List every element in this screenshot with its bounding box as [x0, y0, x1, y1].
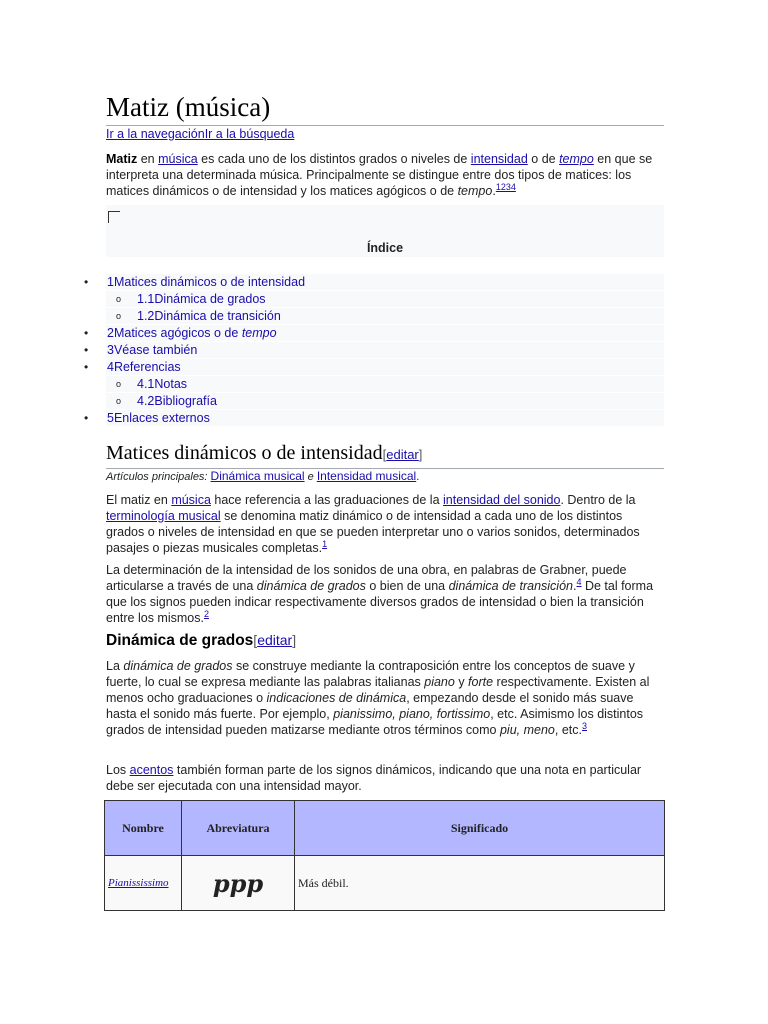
para-text: El matiz en — [106, 493, 172, 507]
para-em: forte — [468, 675, 494, 689]
para-text: , empezando desde el sonido más suave hasta el sonido más fuerte. Por ejemplo, — [106, 691, 634, 721]
para-text: hace referencia a las graduaciones de la — [210, 493, 443, 507]
para-text: , etc. — [554, 723, 582, 737]
toc-item[interactable] — [84, 410, 664, 426]
jump-search-link[interactable]: Ir a la búsqueda — [204, 127, 295, 141]
link-terminologia-musical[interactable]: terminología musical — [106, 509, 221, 523]
toc-item[interactable] — [84, 342, 664, 358]
para-em: dinámica de grados — [123, 659, 233, 673]
para-text: se denomina matiz dinámico o de intensidad a cada uno de los distintos grados o niveles de intensidad en que se pueden interpretar uno o varios sonidos, determinados pasajes o piezas musicales completas. — [106, 509, 640, 555]
ref-link[interactable]: 3 — [581, 720, 587, 731]
toc-item-label[interactable]: Notas — [154, 377, 188, 391]
section11-paragraph-1 — [106, 658, 662, 738]
meaning-cell: Más débil. — [295, 856, 665, 911]
toc-bullet: o — [116, 379, 122, 389]
toc-bullet: o — [116, 294, 122, 304]
toc-item-label[interactable]: Matices dinámicos o de intensidad — [113, 275, 306, 289]
edit-subsection-link[interactable] — [253, 632, 296, 648]
subsection-heading-text: Dinámica de grados — [106, 632, 254, 649]
toc-title: Índice — [366, 241, 404, 255]
link-tempo[interactable]: tempo — [559, 152, 594, 166]
link-pianississimo[interactable]: Pianississimo — [108, 877, 169, 889]
hatnote-and: e — [304, 471, 317, 483]
toc-item-number[interactable]: 4.2 — [137, 394, 155, 408]
ref-link[interactable]: 4 — [576, 576, 582, 587]
intro-text: en — [137, 152, 159, 166]
section1-paragraph-2 — [106, 562, 662, 626]
toc-item-number[interactable]: 1.2 — [137, 309, 155, 323]
intro-refs[interactable]: 1234 — [495, 181, 516, 192]
intro-text: o de — [527, 152, 560, 166]
toc-item-label[interactable]: Matices agógicos o de — [113, 326, 242, 340]
section1-paragraph-1 — [106, 492, 662, 556]
para-text: o bien de una — [365, 579, 449, 593]
para-text: también forman parte de los signos dinámicos, indicando que una nota en particular debe ser ejecutada con una intensidad mayor. — [106, 763, 642, 793]
section-heading-text: Matices dinámicos o de intensidad — [106, 442, 383, 464]
link-musica-2[interactable]: música — [171, 493, 211, 507]
para-em: piu, meno — [499, 723, 555, 737]
edit-bracket: [ — [382, 447, 387, 462]
para-em: indicaciones de dinámica — [266, 691, 407, 705]
toc-bullet: • — [84, 326, 89, 340]
toc-item-number[interactable]: 4 — [107, 360, 114, 374]
toc-item-label[interactable]: Dinámica de transición — [154, 309, 281, 323]
toc-item[interactable] — [84, 359, 664, 375]
table-header-nombre: Nombre — [105, 801, 182, 856]
jump-links — [106, 127, 294, 141]
intro-text: es cada uno de los distintos grados o niveles de — [197, 152, 471, 166]
para-text: Los — [106, 763, 130, 777]
table-header-abreviatura: Abreviatura — [182, 801, 295, 856]
intro-bold-term: Matiz — [106, 152, 138, 166]
ref-link[interactable]: 2 — [203, 608, 209, 619]
edit-section-link[interactable] — [383, 447, 423, 462]
edit-label[interactable]: editar — [257, 632, 293, 648]
section-heading-matices-dinamicos — [106, 440, 664, 469]
toc-bullet: • — [84, 360, 89, 374]
para-text: respectivamente. Existen al menos ocho graduaciones o — [106, 675, 650, 705]
dynamics-table — [104, 800, 665, 911]
toc-item-label[interactable]: Véase también — [113, 343, 198, 357]
table-row — [105, 856, 665, 911]
para-em: dinámica de grados — [256, 579, 366, 593]
toc-item[interactable] — [106, 291, 664, 307]
toc-toggle-checkbox[interactable] — [108, 211, 120, 223]
edit-bracket: ] — [292, 632, 297, 648]
para-em: dinámica de transición — [448, 579, 573, 593]
link-musica[interactable]: música — [158, 152, 198, 166]
toc-item-number[interactable]: 3 — [107, 343, 114, 357]
abbreviation-cell: ppp — [182, 856, 295, 911]
jump-nav-link[interactable]: Ir a la navegación — [106, 127, 205, 141]
toc-bullet: • — [84, 343, 89, 357]
toc-item-number[interactable]: 2 — [107, 326, 114, 340]
link-dinamica-musical[interactable]: Dinámica musical — [210, 469, 305, 483]
toc-item-label[interactable]: Dinámica de grados — [154, 292, 266, 306]
para-em: pianissimo, piano, fortissimo — [333, 707, 491, 721]
hatnote-end: . — [416, 471, 420, 483]
para-text: , etc. Asimismo los distintos grados de intensidad pueden matizarse mediante otros términos como — [106, 707, 644, 737]
toc-item-label[interactable]: Enlaces externos — [113, 411, 210, 425]
table-header-row — [105, 801, 665, 856]
edit-bracket: ] — [418, 447, 423, 462]
toc-bullet: o — [116, 396, 122, 406]
para-text: se construye mediante la contraposición entre los conceptos de suave y fuerte, lo cual se expresa mediante las palabras italianas — [106, 659, 635, 689]
para-em: piano — [424, 675, 455, 689]
edit-bracket: [ — [253, 632, 258, 648]
link-intensidad-sonido[interactable]: intensidad del sonido — [443, 493, 561, 507]
toc-item-number[interactable]: 1 — [107, 275, 114, 289]
toc-item-number[interactable]: 1.1 — [137, 292, 155, 306]
toc-bullet: o — [116, 311, 122, 321]
para-text: De tal forma que los signos pueden indicar respectivamente diversos grados de intensidad o bien la transición entre los mismos. — [106, 579, 654, 625]
link-intensidad-musical[interactable]: Intensidad musical — [316, 469, 417, 483]
subsection-heading-dinamica-grados — [106, 632, 296, 650]
toc-bullet: • — [84, 411, 89, 425]
link-acentos[interactable]: acentos — [129, 763, 174, 777]
intro-text: en que se interpreta una determinada música. Principalmente se distingue entre dos tipos de matices: los matices dinámicos o de intensidad y los matices agógicos o de — [106, 152, 653, 198]
toc-item[interactable] — [106, 393, 664, 409]
hatnote — [106, 469, 419, 483]
edit-label[interactable]: editar — [386, 447, 419, 462]
toc-bullet: • — [84, 275, 89, 289]
toc-item[interactable] — [84, 325, 664, 341]
toc-item-number[interactable]: 4.1 — [137, 377, 155, 391]
toc-item[interactable] — [106, 308, 664, 324]
toc-item-label[interactable]: Referencias — [113, 360, 181, 374]
toc-item-label-em[interactable]: tempo — [241, 326, 277, 340]
para-text: y — [454, 675, 469, 689]
hatnote-prefix: Artículos principales: — [106, 471, 211, 483]
ref-link[interactable]: 1 — [322, 538, 328, 549]
para-text: La — [106, 659, 124, 673]
para-text: . Dentro de la — [560, 493, 636, 507]
toc-item[interactable] — [84, 274, 664, 290]
para-text: . — [572, 579, 577, 593]
para-text: La determinación de la intensidad de los sonidos de una obra, en palabras de Grabner, puede articularse a través de una — [106, 563, 627, 593]
page-title: Matiz (música) — [106, 90, 664, 126]
toc-item[interactable] — [106, 376, 664, 392]
intro-tempo-em: tempo — [457, 184, 493, 198]
toc-item-number[interactable]: 5 — [107, 411, 114, 425]
toc-item-label[interactable]: Bibliografía — [154, 394, 217, 408]
link-intensidad[interactable]: intensidad — [470, 152, 528, 166]
table-header-significado: Significado — [295, 801, 665, 856]
intro-text: . — [492, 184, 496, 198]
intro-paragraph — [106, 151, 662, 199]
section11-paragraph-2 — [106, 762, 662, 794]
